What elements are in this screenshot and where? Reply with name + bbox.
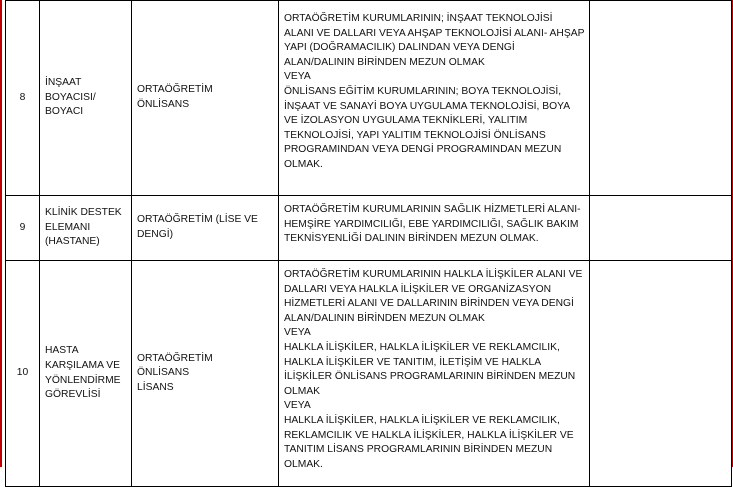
row-number: 8 bbox=[6, 1, 40, 196]
position-title bbox=[40, 196, 132, 261]
requirements-line: ALAN/DALININ BİRİNDEN MEZUN OLMAK bbox=[284, 56, 485, 68]
education-level bbox=[132, 196, 279, 261]
requirements-line: TEKNİSYENLİĞİ DALININ BİRİNDEN MEZUN OLMAK. bbox=[284, 233, 539, 245]
position-title-line: GÖREVLİSİ bbox=[45, 389, 101, 401]
requirements-line: ORTAÖĞRETİM KURUMLARININ HALKLA İLİŞKİLER ALANI VE bbox=[284, 269, 583, 280]
requirements-line: YAPI (DOĞRAMACILIK) DALINDAN VEYA DENGİ bbox=[284, 42, 515, 54]
position-title-line: BOYACI bbox=[45, 106, 84, 118]
position-title-line: YÖNLENDİRME bbox=[45, 374, 121, 386]
requirements-line: TEKNOLOJİSİ, YAPI YALITIM TEKNOLOJİSİ ÖNLİSANS bbox=[284, 129, 546, 141]
requirements-line: HALKLA İLİŞKİLER, HALKLA İLİŞKİLER VE REKLAMCILIK, bbox=[284, 414, 560, 426]
position-title-line: İNŞAAT bbox=[45, 77, 82, 89]
position-title-line: (HASTANE) bbox=[45, 236, 100, 248]
education-level-line: DENGİ) bbox=[137, 229, 174, 240]
education-level bbox=[132, 1, 279, 196]
table-row bbox=[6, 1, 732, 196]
education-level-line: ORTAÖĞRETİM bbox=[137, 84, 213, 96]
requirements bbox=[279, 1, 590, 196]
requirements-line: VE İZOLASYON UYGULAMA TEKNİKLERİ, YALITIM bbox=[284, 115, 528, 127]
requirements bbox=[279, 196, 590, 261]
empty-cell bbox=[590, 1, 732, 196]
requirements-line: ALAN/DALININ BİRİNDEN MEZUN OLMAK bbox=[284, 312, 485, 324]
requirements-line: HALKLA İLİŞKİLER VE TANITIM, İLETİŞİM VE HALKLA bbox=[284, 356, 542, 368]
requirements-line: ÖNLİSANS EĞİTİM KURUMLARININ; BOYA TEKNOLOJİSİ, bbox=[284, 85, 562, 97]
requirements-line: OLMAK bbox=[284, 385, 321, 397]
education-level-line: ORTAÖĞRETİM (LİSE VE bbox=[137, 214, 258, 226]
requirements-line: VEYA bbox=[284, 71, 311, 83]
position-title-line: HASTA bbox=[45, 345, 79, 357]
positions-table-body bbox=[6, 1, 732, 487]
position-title-line: KARŞILAMA VE bbox=[45, 359, 120, 371]
requirements-line: ORTAÖĞRETİM KURUMLARININ; İNŞAAT TEKNOLOJİSİ bbox=[284, 13, 553, 24]
row-number: 9 bbox=[6, 196, 40, 261]
empty-cell bbox=[590, 261, 732, 487]
table-row bbox=[6, 261, 732, 487]
requirements-line: ALANI VE DALLARI VEYA AHŞAP TEKNOLOJİSİ ALANI- AHŞAP bbox=[284, 27, 585, 39]
requirements-line: ORTAÖĞRETİM KURUMLARININ SAĞLIK HİZMETLERİ ALANI- bbox=[284, 204, 581, 215]
position-title-line: BOYACISI/ bbox=[45, 91, 96, 103]
position-title bbox=[40, 1, 132, 196]
requirements-line: OLMAK. bbox=[284, 158, 323, 170]
requirements bbox=[279, 261, 590, 487]
requirements-line: PROGRAMINDAN VEYA DENGİ PROGRAMINDAN MEZUN bbox=[284, 144, 562, 156]
requirements-line: HALKLA İLİŞKİLER, HALKLA İLİŞKİLER VE REKLAMCILIK, bbox=[284, 341, 560, 353]
requirements-line: HEMŞİRE YARDIMCILIĞI, EBE YARDIMCILIĞI, SAĞLIK BAKIM bbox=[284, 218, 579, 230]
education-level bbox=[132, 261, 279, 487]
empty-cell bbox=[590, 196, 732, 261]
requirements-line: DALLARI VEYA HALKLA İLİŞKİLER VE ORGANİZASYON bbox=[284, 283, 552, 295]
table-row bbox=[6, 196, 732, 261]
requirements-line: OLMAK. bbox=[284, 458, 323, 470]
requirements-line: REKLAMCILIK VE HALKLA İLİŞKİLER, HALKLA İLİŞKİLER VE bbox=[284, 429, 574, 441]
requirements-line: İLİŞKİLER ÖNLİSANS PROGRAMLARININ BİRİNDEN MEZUN bbox=[284, 371, 576, 383]
position-title-line: ELEMANI bbox=[45, 221, 91, 233]
education-level-line: ORTAÖĞRETİM bbox=[137, 352, 213, 364]
education-level-line: ÖNLİSANS bbox=[137, 367, 190, 379]
position-title bbox=[40, 261, 132, 487]
requirements-line: VEYA bbox=[284, 327, 311, 339]
requirements-line: VEYA bbox=[284, 400, 311, 412]
requirements-line: TANITIM LİSANS PROGRAMLARININ BİRİNDEN MEZUN bbox=[284, 444, 553, 456]
row-number: 10 bbox=[6, 261, 40, 487]
education-level-line: ÖNLİSANS bbox=[137, 99, 190, 110]
education-level-line: LİSANS bbox=[137, 381, 174, 393]
positions-table bbox=[5, 0, 732, 487]
position-title-line: KLİNİK DESTEK bbox=[45, 207, 122, 219]
requirements-line: İNŞAAT VE SANAYİ BOYA UYGULAMA TEKNOLOJİSİ, BOYA bbox=[284, 100, 571, 112]
requirements-line: HİZMETLERİ ALANI VE DALLARININ BİRİNDEN VEYA DENGİ bbox=[284, 298, 574, 310]
